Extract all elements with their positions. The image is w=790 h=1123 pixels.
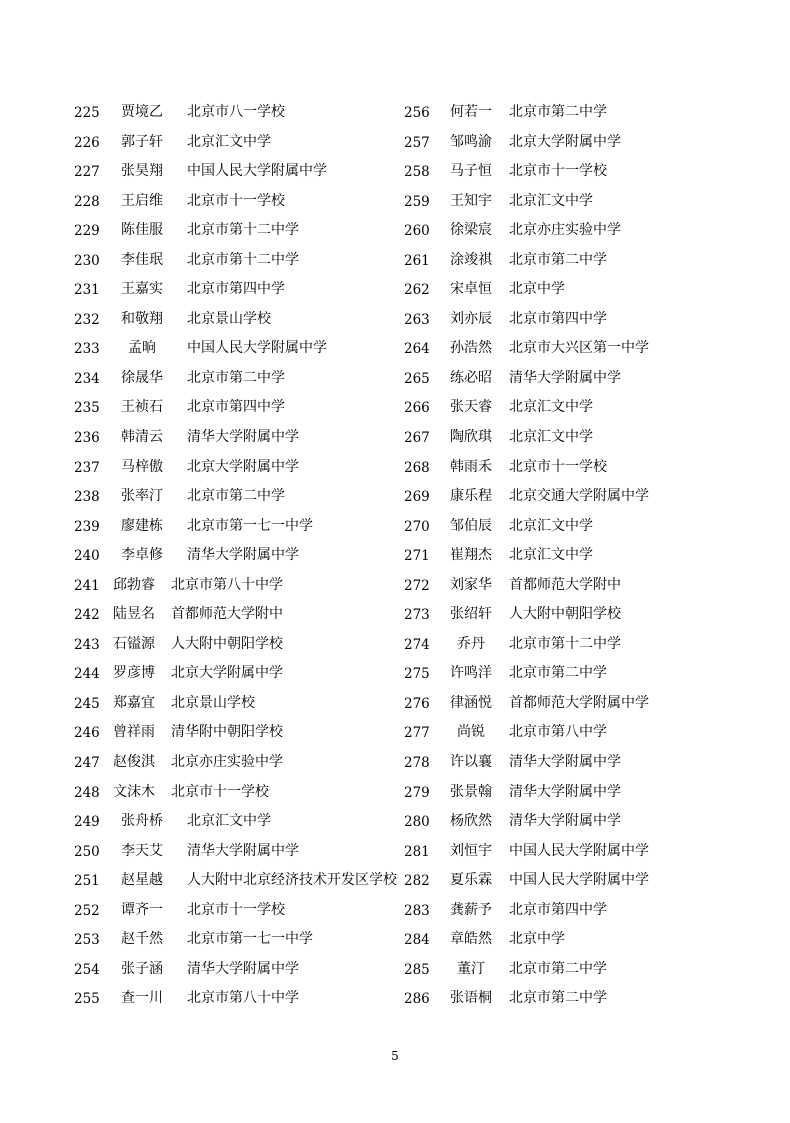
list-item	[400, 214, 790, 244]
entry-number: 258	[404, 164, 430, 181]
entry-number: 237	[74, 459, 100, 476]
school-name: 北京市第十二中学	[187, 251, 299, 268]
list-item	[400, 244, 790, 274]
student-name: 邹伯辰	[450, 517, 492, 534]
list-item	[0, 126, 400, 156]
school-name: 北京汇文中学	[509, 429, 593, 446]
list-item	[0, 421, 400, 451]
student-name: 张昊翔	[121, 163, 163, 180]
school-name: 北京亦庄实验中学	[171, 754, 283, 771]
entry-number: 284	[404, 932, 430, 949]
list-item	[0, 864, 400, 894]
right-column	[400, 96, 790, 1012]
student-name: 张景翰	[450, 783, 492, 800]
list-item	[400, 953, 790, 983]
school-name: 首都师范大学附中	[171, 606, 283, 623]
entry-number: 285	[404, 961, 430, 978]
student-name: 赵千然	[121, 931, 163, 948]
student-name: 涂竣祺	[450, 251, 492, 268]
student-name: 贾境乙	[121, 104, 163, 120]
entry-number: 254	[74, 961, 100, 978]
school-name: 北京亦庄实验中学	[509, 222, 621, 239]
entry-number: 249	[74, 814, 100, 831]
list-item	[0, 539, 400, 569]
student-name: 赵星越	[121, 872, 163, 889]
student-name: 查一川	[121, 990, 163, 1007]
list-item	[0, 598, 400, 628]
school-name: 北京大学附属中学	[509, 133, 621, 150]
entry-number: 252	[74, 902, 100, 919]
school-name: 清华大学附属中学	[187, 429, 299, 446]
list-item	[0, 953, 400, 983]
list-item	[400, 657, 790, 687]
entry-number: 256	[404, 105, 430, 121]
student-name: 王祯石	[121, 399, 163, 416]
entry-number: 263	[404, 311, 430, 328]
school-name: 北京市十一学校	[171, 783, 269, 800]
entry-number: 244	[74, 666, 100, 683]
entry-number: 282	[404, 873, 430, 890]
list-item	[400, 391, 790, 421]
entry-number: 232	[74, 311, 100, 328]
list-item	[0, 657, 400, 687]
list-item	[400, 303, 790, 333]
list-item	[0, 628, 400, 658]
list-item	[0, 776, 400, 806]
entry-number: 267	[404, 430, 430, 447]
student-name: 王知宇	[450, 192, 492, 209]
list-item	[400, 480, 790, 510]
school-name: 北京市第二中学	[509, 665, 607, 682]
school-name: 北京市第四中学	[187, 281, 285, 298]
student-name: 杨欣然	[450, 813, 492, 830]
entry-number: 271	[404, 548, 430, 565]
student-name: 石镒源	[113, 635, 155, 652]
entry-number: 241	[74, 577, 100, 594]
student-name: 律涵悦	[450, 694, 492, 711]
school-name: 首都师范大学附属中学	[509, 694, 649, 711]
entry-number: 235	[74, 400, 100, 417]
entry-number: 265	[404, 370, 430, 387]
student-name: 韩清云	[121, 429, 163, 446]
entry-number: 272	[404, 577, 430, 594]
school-name: 北京大学附属中学	[171, 665, 283, 682]
list-item	[400, 835, 790, 865]
entry-number: 253	[74, 932, 100, 949]
school-name: 北京市十一学校	[509, 163, 607, 180]
student-name: 孙浩然	[450, 340, 492, 357]
entry-number: 250	[74, 843, 100, 860]
list-item	[400, 362, 790, 392]
school-name: 北京市第十二中学	[187, 222, 299, 239]
school-name: 北京市第八十中学	[171, 576, 283, 593]
entry-number: 228	[74, 193, 100, 210]
school-name: 北京市大兴区第一中学	[509, 340, 649, 357]
school-name: 北京市十一学校	[187, 901, 285, 918]
entry-number: 231	[74, 282, 100, 299]
list-item	[400, 332, 790, 362]
entry-number: 238	[74, 489, 100, 506]
school-name: 北京市第八十中学	[187, 990, 299, 1007]
list-item	[0, 303, 400, 333]
entry-number: 286	[404, 991, 430, 1008]
list-item	[400, 539, 790, 569]
entry-number: 264	[404, 341, 430, 358]
school-name: 北京汇文中学	[509, 399, 593, 416]
list-item	[0, 451, 400, 481]
school-name: 北京交通大学附属中学	[509, 488, 649, 505]
school-name: 北京中学	[509, 931, 565, 948]
entry-number: 251	[74, 873, 100, 890]
entry-number: 257	[404, 134, 430, 151]
list-item	[0, 96, 400, 126]
list-item	[0, 746, 400, 776]
list-item	[400, 421, 790, 451]
entry-number: 245	[74, 695, 100, 712]
school-name: 清华大学附属中学	[509, 783, 621, 800]
entry-number: 268	[404, 459, 430, 476]
student-name: 文沫木	[113, 783, 155, 800]
student-name: 何若一	[450, 104, 492, 120]
student-name: 许以襄	[450, 754, 492, 771]
list-item	[0, 273, 400, 303]
school-name: 北京市十一学校	[187, 192, 285, 209]
student-name: 刘恒宇	[450, 842, 492, 859]
student-name: 刘亦辰	[450, 310, 492, 327]
list-item	[0, 391, 400, 421]
student-name: 李天艾	[121, 842, 163, 859]
page-number: 5	[391, 1049, 399, 1063]
student-name: 练必昭	[450, 369, 492, 386]
school-name: 北京市第十二中学	[509, 635, 621, 652]
school-name: 北京市第二中学	[187, 369, 285, 386]
student-name: 章皓然	[450, 931, 492, 948]
list-item	[0, 244, 400, 274]
school-name: 北京汇文中学	[509, 517, 593, 534]
school-name: 中国人民大学附属中学	[187, 340, 327, 357]
school-name: 中国人民大学附属中学	[509, 872, 649, 889]
student-name: 陆昱名	[113, 606, 155, 623]
student-name: 郭子轩	[121, 133, 163, 150]
list-item	[0, 923, 400, 953]
school-name: 北京景山学校	[171, 694, 255, 711]
list-item	[0, 716, 400, 746]
student-name: 韩雨禾	[450, 458, 492, 475]
student-name: 张绍轩	[450, 606, 492, 623]
entry-number: 266	[404, 400, 430, 417]
student-name: 和敬翔	[121, 310, 163, 327]
entry-number: 260	[404, 223, 430, 240]
school-name: 人大附中朝阳学校	[171, 635, 283, 652]
school-name: 北京景山学校	[187, 310, 271, 327]
student-name: 王启维	[121, 192, 163, 209]
entry-number: 247	[74, 755, 100, 772]
entry-number: 242	[74, 607, 100, 624]
entry-number: 230	[74, 252, 100, 269]
student-name: 廖建栋	[121, 517, 163, 534]
student-name: 陶欣琪	[450, 429, 492, 446]
list-item	[0, 894, 400, 924]
student-name: 马梓傲	[121, 458, 163, 475]
student-name: 张天睿	[450, 399, 492, 416]
school-name: 北京市第一七一中学	[187, 931, 313, 948]
school-name: 北京市第一七一中学	[187, 517, 313, 534]
student-name: 康乐程	[450, 488, 492, 505]
student-name: 邱勃睿	[113, 576, 155, 593]
school-name: 北京市八一学校	[187, 104, 285, 120]
entry-number: 225	[74, 105, 100, 121]
list-item	[0, 185, 400, 215]
entry-number: 261	[404, 252, 430, 269]
list-item	[400, 805, 790, 835]
school-name: 北京市第二中学	[509, 251, 607, 268]
school-name: 北京汇文中学	[187, 813, 271, 830]
school-name: 清华大学附属中学	[509, 813, 621, 830]
entry-number: 274	[404, 636, 430, 653]
entry-number: 279	[404, 784, 430, 801]
entry-number: 227	[74, 164, 100, 181]
list-item	[400, 746, 790, 776]
list-item	[400, 96, 790, 126]
list-item	[400, 273, 790, 303]
list-item	[400, 923, 790, 953]
list-item	[0, 805, 400, 835]
school-name: 清华大学附属中学	[187, 960, 299, 977]
student-name: 尚锐	[457, 724, 485, 741]
school-name: 北京中学	[509, 281, 565, 298]
list-item	[0, 480, 400, 510]
list-item	[400, 126, 790, 156]
school-name: 中国人民大学附属中学	[509, 842, 649, 859]
school-name: 北京市第二中学	[509, 960, 607, 977]
entry-number: 243	[74, 636, 100, 653]
school-name: 北京市第四中学	[509, 901, 607, 918]
list-item	[0, 982, 400, 1012]
entry-number: 229	[74, 223, 100, 240]
school-name: 清华大学附属中学	[509, 754, 621, 771]
list-item	[400, 687, 790, 717]
entry-number: 246	[74, 725, 100, 742]
list-item	[0, 332, 400, 362]
student-name: 夏乐霖	[450, 872, 492, 889]
entry-number: 276	[404, 695, 430, 712]
student-name: 徐梁宸	[450, 222, 492, 239]
school-name: 清华大学附属中学	[509, 369, 621, 386]
student-name: 宋卓恒	[450, 281, 492, 298]
list-item	[0, 214, 400, 244]
student-name: 王嘉实	[121, 281, 163, 298]
student-name: 孟晌	[128, 340, 156, 357]
school-name: 首都师范大学附中	[509, 576, 621, 593]
school-name: 北京市第四中学	[187, 399, 285, 416]
entry-number: 269	[404, 489, 430, 506]
entry-number: 277	[404, 725, 430, 742]
entry-number: 234	[74, 370, 100, 387]
entry-number: 233	[74, 341, 100, 358]
student-name: 龚薪予	[450, 901, 492, 918]
entry-number: 280	[404, 814, 430, 831]
entry-number: 236	[74, 430, 100, 447]
list-item	[400, 628, 790, 658]
left-column	[0, 96, 400, 1012]
school-name: 北京汇文中学	[187, 133, 271, 150]
student-name: 刘家华	[450, 576, 492, 593]
list-item	[400, 894, 790, 924]
entry-number: 259	[404, 193, 430, 210]
list-item	[400, 451, 790, 481]
student-name: 邹鸣渝	[450, 133, 492, 150]
entry-number: 262	[404, 282, 430, 299]
student-name: 崔翔杰	[450, 547, 492, 564]
entry-number: 270	[404, 518, 430, 535]
list-item	[0, 362, 400, 392]
entry-number: 273	[404, 607, 430, 624]
school-name: 清华大学附属中学	[187, 842, 299, 859]
school-name: 北京市第二中学	[509, 104, 607, 120]
student-name: 陈佳服	[121, 222, 163, 239]
entry-number: 226	[74, 134, 100, 151]
list-item	[400, 155, 790, 185]
entry-number: 240	[74, 548, 100, 565]
entry-number: 283	[404, 902, 430, 919]
student-name: 李佳珉	[121, 251, 163, 268]
entry-number: 248	[74, 784, 100, 801]
student-name: 张率汀	[121, 488, 163, 505]
school-name: 清华附中朝阳学校	[171, 724, 283, 741]
student-name: 谭齐一	[121, 901, 163, 918]
list-item	[0, 835, 400, 865]
student-name: 张舟桥	[121, 813, 163, 830]
student-name: 赵俊淇	[113, 754, 155, 771]
student-name: 董汀	[457, 960, 485, 977]
list-item	[0, 155, 400, 185]
entry-number: 275	[404, 666, 430, 683]
school-name: 北京市第八中学	[509, 724, 607, 741]
student-name: 张子涵	[121, 960, 163, 977]
list-item	[400, 510, 790, 540]
entry-number: 281	[404, 843, 430, 860]
student-name: 马子恒	[450, 163, 492, 180]
school-name: 人大附中北京经济技术开发区学校	[187, 872, 397, 889]
school-name: 北京市十一学校	[509, 458, 607, 475]
school-name: 北京市第二中学	[509, 990, 607, 1007]
school-name: 北京汇文中学	[509, 192, 593, 209]
student-name: 罗彦博	[113, 665, 155, 682]
entry-number: 255	[74, 991, 100, 1008]
list-item	[400, 776, 790, 806]
list-item	[0, 569, 400, 599]
student-name: 李卓修	[121, 547, 163, 564]
entry-number: 278	[404, 755, 430, 772]
student-name: 许鸣洋	[450, 665, 492, 682]
school-name: 中国人民大学附属中学	[187, 163, 327, 180]
school-name: 清华大学附属中学	[187, 547, 299, 564]
student-name: 曾祥雨	[113, 724, 155, 741]
list-item	[400, 185, 790, 215]
list-item	[400, 864, 790, 894]
list-item	[400, 569, 790, 599]
student-name: 张语桐	[450, 990, 492, 1007]
list-item	[400, 982, 790, 1012]
list-item	[400, 716, 790, 746]
school-name: 北京市第四中学	[509, 310, 607, 327]
school-name: 人大附中朝阳学校	[509, 606, 621, 623]
school-name: 北京大学附属中学	[187, 458, 299, 475]
list-item	[0, 687, 400, 717]
student-name: 郑嘉宜	[113, 694, 155, 711]
list-item	[0, 510, 400, 540]
school-name: 北京市第二中学	[187, 488, 285, 505]
list-item	[400, 598, 790, 628]
school-name: 北京汇文中学	[509, 547, 593, 564]
entry-number: 239	[74, 518, 100, 535]
student-name: 乔丹	[457, 635, 485, 652]
student-name: 徐晟华	[121, 369, 163, 386]
